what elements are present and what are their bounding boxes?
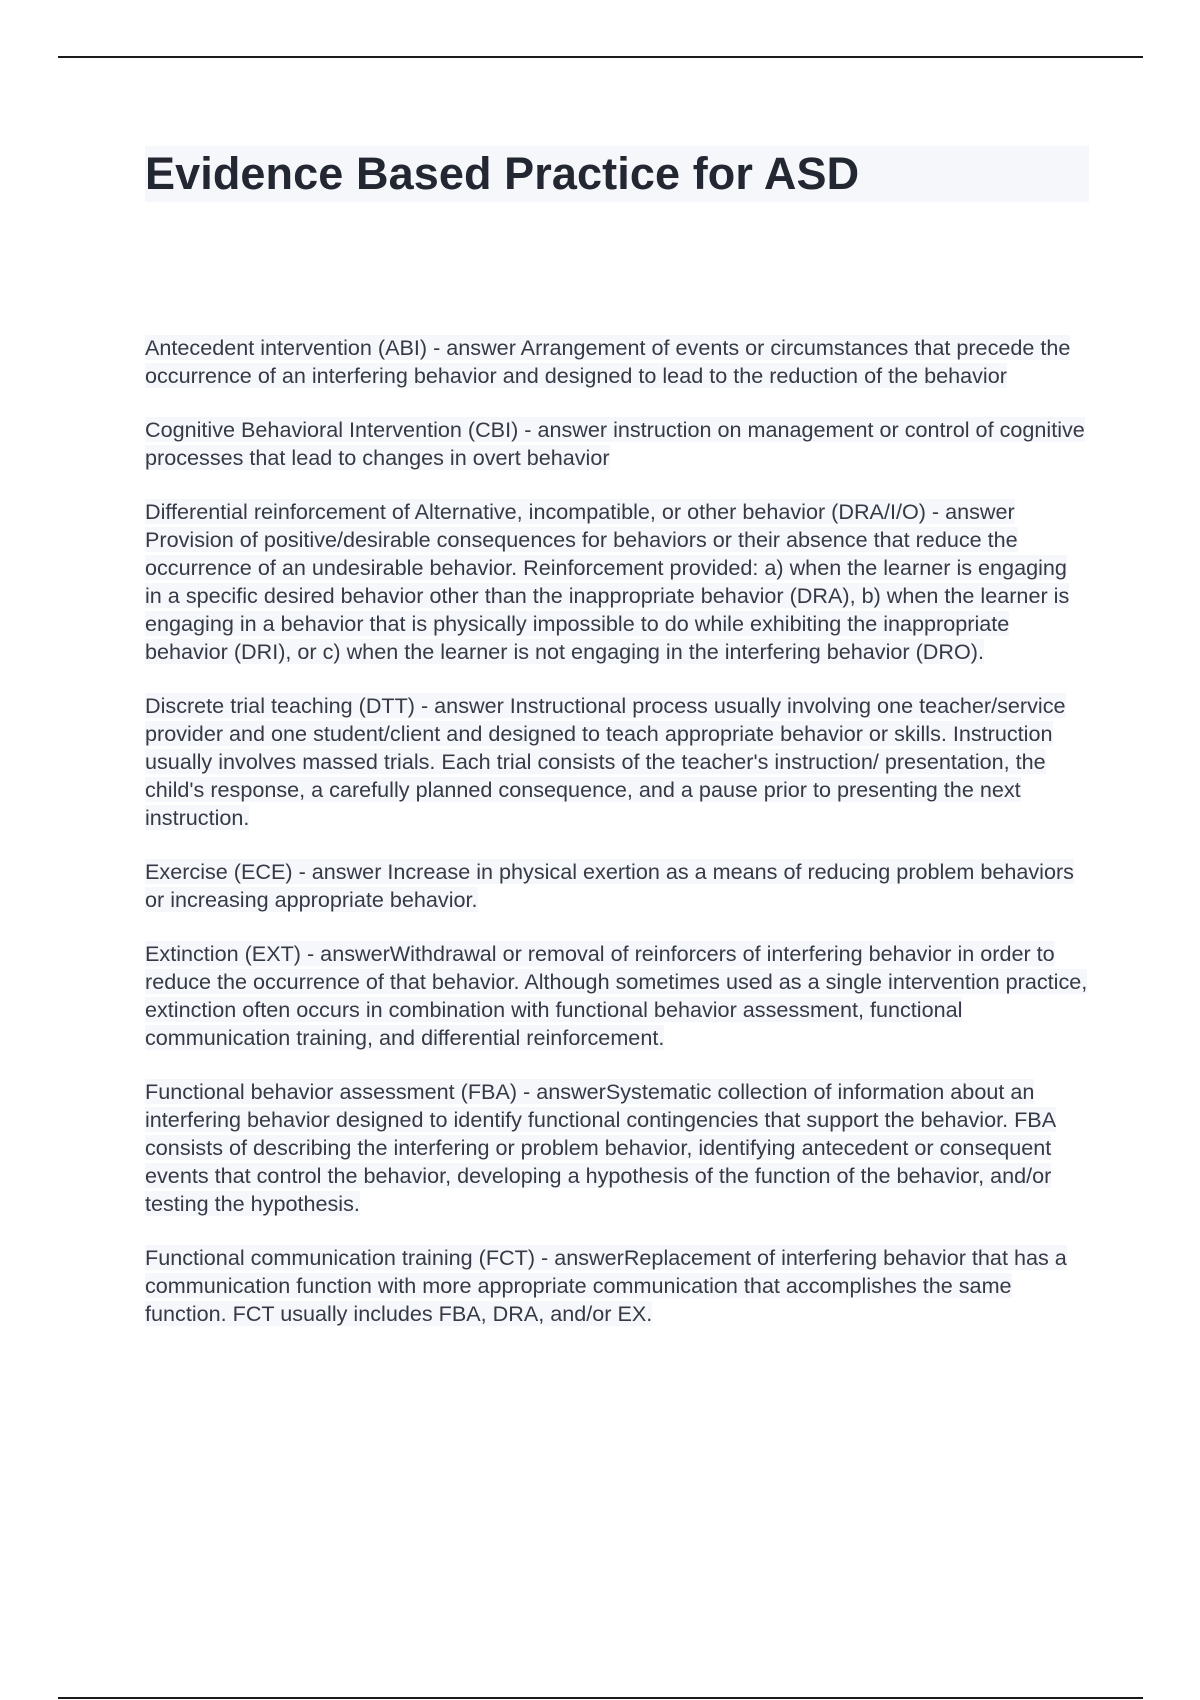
- entry-antecedent-intervention: Antecedent intervention (ABI) - answer Arrangement of events or circumstances that precede the occurrence of an interfering behavior and designed to lead to the reduction of the behavior: [145, 335, 1071, 388]
- entry-cognitive-behavioral-intervention: Cognitive Behavioral Intervention (CBI) - answer instruction on management or control of cognitive processes that lead to changes in overt behavior: [145, 417, 1085, 470]
- entry-functional-communication-training: Functional communication training (FCT) - answerReplacement of interfering behavior that has a communication function with more appropriate communication that accomplishes the same function. FCT usually includes FBA, DRA, and/or EX.: [145, 1245, 1067, 1326]
- entry-differential-reinforcement: Differential reinforcement of Alternative, incompatible, or other behavior (DRA/I/O) - answer Provision of positive/desirable consequences for behaviors or their absence that reduce the occurrence of an undesirable behavior. Reinforcement provided: a) when the learner is engaging in a specific desired behavior other than the inappropriate behavior (DRA), b) when the learner is engaging in a behavior that is physically impossible to do while exhibiting the inappropriate behavior (DRI), or c) when the learner is not engaging in the interfering behavior (DRO).: [145, 499, 1070, 664]
- top-divider: [58, 56, 1143, 58]
- entry-discrete-trial-teaching: Discrete trial teaching (DTT) - answer Instructional process usually involving one teacher/service provider and one student/client and designed to teach appropriate behavior or skills. Instruction usually involves massed trials. Each trial consists of the teacher's instruction/ presentation, the child's response, a carefully planned consequence, and a pause prior to presenting the next instruction.: [145, 693, 1066, 830]
- entry-exercise: Exercise (ECE) - answer Increase in physical exertion as a means of reducing problem behaviors or increasing appropriate behavior.: [145, 859, 1074, 912]
- bottom-divider: [58, 1697, 1143, 1699]
- entry-extinction: Extinction (EXT) - answerWithdrawal or removal of reinforcers of interfering behavior in order to reduce the occurrence of that behavior. Although sometimes used as a single intervention practice, extinction often occurs in combination with functional behavior assessment, functional communication training, and differential reinforcement.: [145, 941, 1088, 1050]
- document-body: [145, 146, 1089, 1354]
- entry-functional-behavior-assessment: Functional behavior assessment (FBA) - answerSystematic collection of information about an interfering behavior designed to identify functional contingencies that support the behavior. FBA consists of describing the interfering or problem behavior, identifying antecedent or consequent events that control the behavior, developing a hypothesis of the function of the behavior, and/or testing the hypothesis.: [145, 1079, 1057, 1216]
- document-title: Evidence Based Practice for ASD: [145, 146, 1089, 202]
- entry-list: [145, 334, 1089, 1328]
